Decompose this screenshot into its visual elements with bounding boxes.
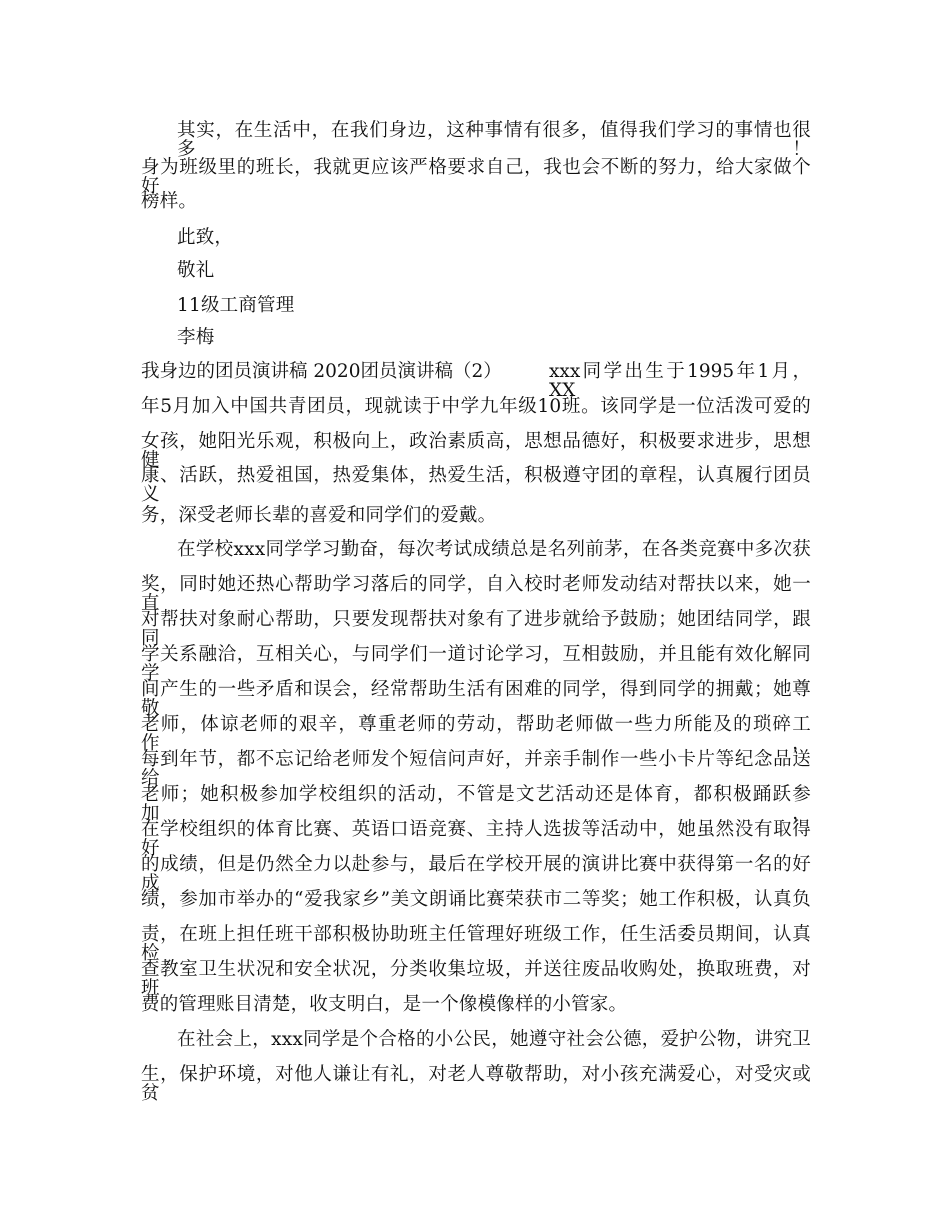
- text-line: 女孩，她阳光乐观，积极向上，政治素质高，思想品德好，积极要求进步，思想健: [141, 431, 811, 471]
- text-line: 生，保护环境，对他人谦让有礼，对老人尊敬帮助，对小孩充满爱心，对受灾或贫: [141, 1064, 811, 1104]
- text-line: 责，在班上担任班干部积极协助班主任管理好班级工作，任生活委员期间，认真检: [141, 924, 811, 964]
- text-line: 每到年节，都不忘记给老师发个短信问声好，并亲手制作一些小卡片等纪念品送给: [141, 749, 811, 789]
- text-line: 奖，同时她还热心帮助学习落后的同学，自入校时老师发动结对帮扶以来，她一直: [141, 574, 811, 614]
- closing-salutation: 此致，: [177, 227, 234, 248]
- text-line: 在学校组织的体育比赛、英语口语竞赛、主持人选拔等活动中，她虽然没有取得好: [141, 819, 811, 859]
- text-line: 老师，体谅老师的艰辛，尊重老师的劳动，帮助老师做一些力所能及的琐碎工作，: [141, 714, 811, 754]
- closing-respect: 敬礼: [177, 260, 215, 281]
- text-line: 学关系融洽，互相关心，与同学们一道讨论学习，互相鼓励，并且能有效化解同学: [141, 644, 811, 684]
- text-line: 康、活跃，热爱祖国，热爱集体，热爱生活，积极遵守团的章程，认真履行团员义: [141, 465, 811, 505]
- text-line: 绩，参加市举办的“爱我家乡”美文朗诵比赛荣获市二等奖；她工作积极，认真负: [141, 889, 811, 910]
- text-line: 费的管理账目清楚，收支明白，是一个像模像样的小管家。: [141, 994, 628, 1015]
- speech-intro-start: xxx同学出生于1995年1月，XX: [549, 361, 811, 401]
- speech-heading: 我身边的团员演讲稿 2020团员演讲稿（2）: [141, 361, 502, 382]
- text-line: 年5月加入中国共青团员，现就读于中学九年级10班。该同学是一位活泼可爱的: [141, 396, 811, 417]
- closing-class: 11级工商管理: [177, 295, 295, 316]
- text-line: 其实，在生活中，在我们身边，这种事情有很多，值得我们学习的事情也很多！: [177, 120, 811, 160]
- text-line: 的成绩，但是仍然全力以赴参与，最后在学校开展的演讲比赛中获得第一名的好成: [141, 854, 811, 894]
- text-line: 务，深受老师长辈的喜爱和同学们的爱戴。: [141, 505, 497, 526]
- text-line: 对帮扶对象耐心帮助，只要发现帮扶对象有了进步就给予鼓励；她团结同学，跟同: [141, 609, 811, 649]
- text-line: 老师；她积极参加学校组织的活动，不管是文艺活动还是体育，都积极踊跃参加，: [141, 784, 811, 824]
- closing-name: 李梅: [177, 327, 215, 348]
- text-line: 榜样。: [141, 191, 198, 212]
- text-line: 在社会上，xxx同学是个合格的小公民，她遵守社会公德，爱护公物，讲究卫: [177, 1029, 811, 1050]
- text-line: 间产生的一些矛盾和误会，经常帮助生活有困难的同学，得到同学的拥戴；她尊敬: [141, 679, 811, 719]
- text-line: 在学校xxx同学学习勤奋，每次考试成绩总是名列前茅，在各类竞赛中多次获: [177, 539, 811, 560]
- text-line: 查教室卫生状况和安全状况，分类收集垃圾，并送往废品收购处，换取班费，对班: [141, 959, 811, 999]
- text-line: 身为班级里的班长，我就更应该严格要求自己，我也会不断的努力，给大家做个好: [141, 157, 811, 197]
